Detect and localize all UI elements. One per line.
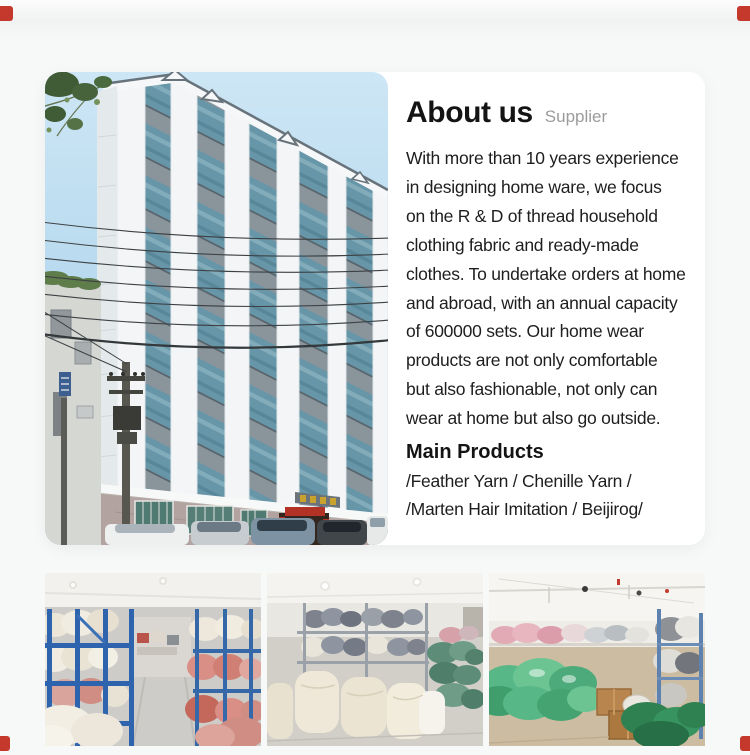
- main-products-line: /Feather Yarn / Chenille Yarn /: [406, 471, 632, 492]
- corner-accent-bottom-left: [0, 736, 10, 751]
- about-description-line: products are not only comfortable: [406, 350, 658, 371]
- about-description-line: clothing fabric and ready-made: [406, 234, 639, 255]
- main-products-list: [406, 468, 695, 523]
- warehouse-green-bags-illustration: [489, 573, 705, 746]
- about-title-row: [406, 94, 695, 132]
- warehouse-blue-racks-illustration: [45, 573, 261, 746]
- building-photo-illustration: [45, 72, 388, 545]
- about-description-line: of 600000 sets. Our home wear: [406, 321, 644, 342]
- about-description-line: but also fashionable, not only can: [406, 379, 658, 400]
- about-title: About us: [406, 96, 533, 129]
- about-description: [406, 144, 695, 433]
- company-building-photo: [45, 72, 388, 545]
- page-top-shade: [0, 0, 750, 46]
- warehouse-photo-2: [267, 573, 483, 746]
- warehouse-photo-1: [45, 573, 261, 746]
- about-description-line: wear at home but also go outside.: [406, 408, 661, 429]
- about-description-line: clothes. To undertake orders at home: [406, 263, 686, 284]
- supplier-label: Supplier: [544, 107, 608, 126]
- warehouse-white-sacks-illustration: [267, 573, 483, 746]
- corner-accent-top-left: [0, 6, 13, 21]
- main-products-title: Main Products: [406, 441, 544, 464]
- about-description-line: on the R & D of thread household: [406, 205, 658, 226]
- about-description-line: With more than 10 years experience: [406, 148, 679, 168]
- warehouse-photo-strip: [45, 573, 705, 746]
- about-description-line: and abroad, with an annual capacity: [406, 292, 678, 313]
- about-card: [45, 72, 705, 545]
- about-panel: [388, 72, 705, 545]
- corner-accent-bottom-right: [740, 736, 750, 751]
- about-description-line: in designing home ware, we focus: [406, 176, 662, 197]
- corner-accent-top-right: [737, 6, 750, 21]
- warehouse-photo-3: [489, 573, 705, 746]
- main-products-line: /Marten Hair Imitation / Beijirog/: [406, 498, 643, 519]
